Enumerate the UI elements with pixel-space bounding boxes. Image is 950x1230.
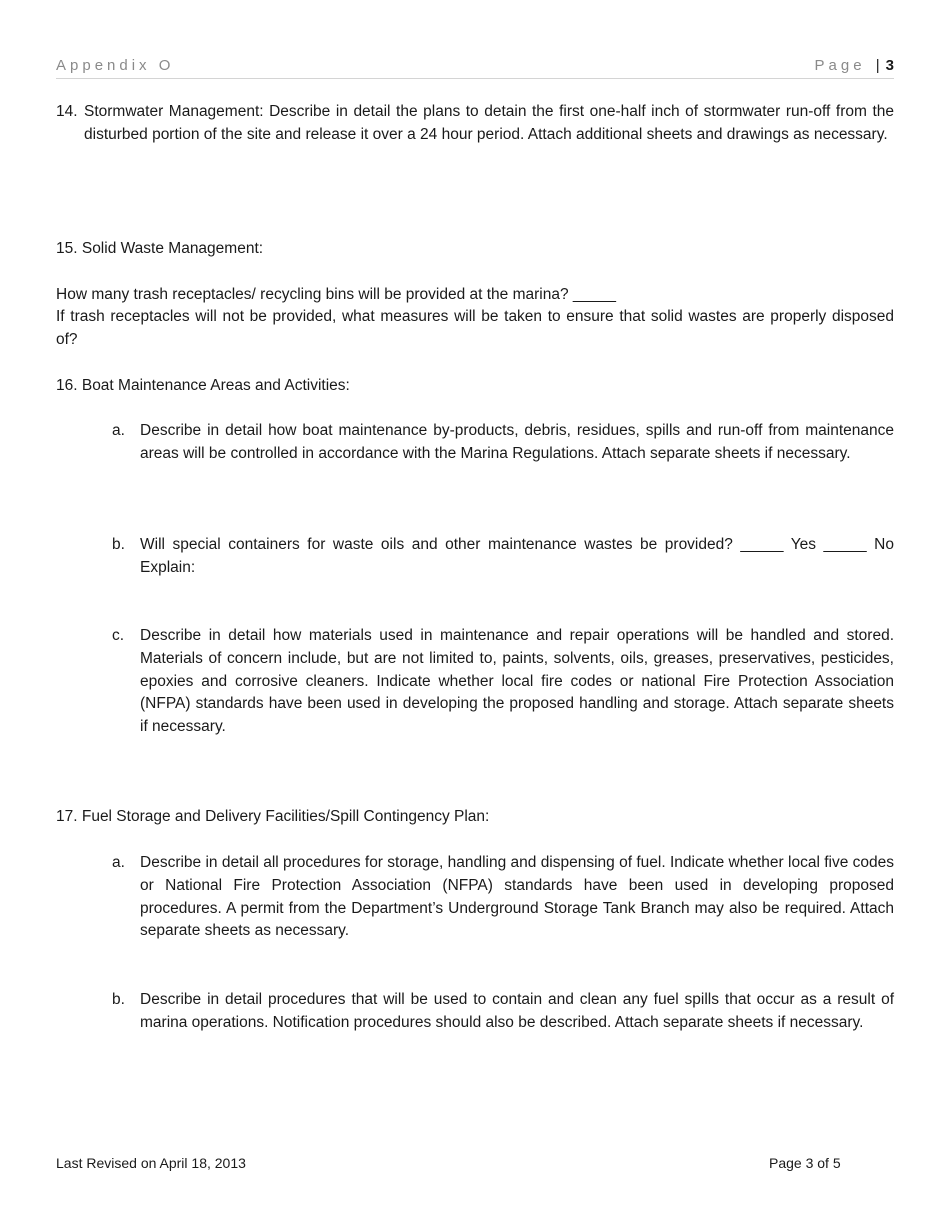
item-text: Will special containers for waste oils and other maintenance wastes be provided? _____ Yes _____ No Explain: bbox=[140, 536, 894, 576]
section-14-number: 14. bbox=[56, 103, 78, 120]
section-16-item-a bbox=[112, 420, 894, 466]
section-17-heading: 17. Fuel Storage and Delivery Facilities/Spill Contingency Plan: bbox=[56, 808, 490, 825]
item-letter: b. bbox=[112, 991, 125, 1008]
section-15-question-disposal: If trash receptacles will not be provided, what measures will be taken to ensure that solid wastes are properly disposed of? bbox=[56, 308, 894, 348]
section-14-text: Stormwater Management: Describe in detail the plans to detain the first one-half inch of stormwater run-off from the disturbed portion of the site and release it over a 24 hour period. Attach additional sheets and drawings as necessary. bbox=[84, 103, 894, 143]
section-16-heading: 16. Boat Maintenance Areas and Activities: bbox=[56, 377, 350, 394]
section-16-item-c bbox=[112, 625, 894, 739]
item-text: Describe in detail how boat maintenance by-products, debris, residues, spills and run-off from maintenance areas will be controlled in accordance with the Marina Regulations. Attach separate sheets if necessary. bbox=[140, 422, 894, 462]
section-15-heading: 15. Solid Waste Management: bbox=[56, 240, 264, 257]
header-page-indicator bbox=[815, 57, 894, 74]
page-header bbox=[56, 57, 894, 79]
section-17-item-a bbox=[112, 852, 894, 943]
item-letter: c. bbox=[112, 627, 125, 644]
page-label: Page bbox=[814, 57, 866, 74]
footer-revised-date: Last Revised on April 18, 2013 bbox=[56, 1155, 246, 1171]
item-text: Describe in detail how materials used in maintenance and repair operations will be handled and stored. Materials of concern include, but are not limited to, paints, solvents, oils, greases, preservatives, pesticides, epoxies and corrosive cleaners. Indicate whether local fire codes or national Fire Protection Association (NFPA) standards have been used in developing the proposed handling and storage. Attach separate sheets if necessary. bbox=[140, 627, 894, 736]
item-text: Describe in detail all procedures for storage, handling and dispensing of fuel. Indicate whether local five codes or National Fire Protection Association (NFPA) standards have been used in developing proposed procedures. A permit from the Department’s Underground Storage Tank Branch may also be required. Attach separate sheets as necessary. bbox=[140, 854, 894, 940]
section-15-question-count: How many trash receptacles/ recycling bins will be provided at the marina? _____ bbox=[56, 286, 617, 303]
section-16-item-b bbox=[112, 534, 894, 580]
item-letter: b. bbox=[112, 536, 125, 553]
section-14 bbox=[56, 101, 894, 147]
item-text: Describe in detail procedures that will be used to contain and clean any fuel spills that occur as a result of marina operations. Notification procedures should also be described. Attach separate sheets if necessary. bbox=[140, 991, 894, 1031]
item-letter: a. bbox=[112, 422, 125, 439]
appendix-label: Appendix O bbox=[56, 57, 175, 74]
header-page-number: 3 bbox=[885, 57, 894, 74]
item-letter: a. bbox=[112, 854, 125, 871]
header-separator: | bbox=[875, 57, 880, 74]
section-17-item-b bbox=[112, 989, 894, 1035]
footer-page-count: Page 3 of 5 bbox=[769, 1155, 841, 1171]
